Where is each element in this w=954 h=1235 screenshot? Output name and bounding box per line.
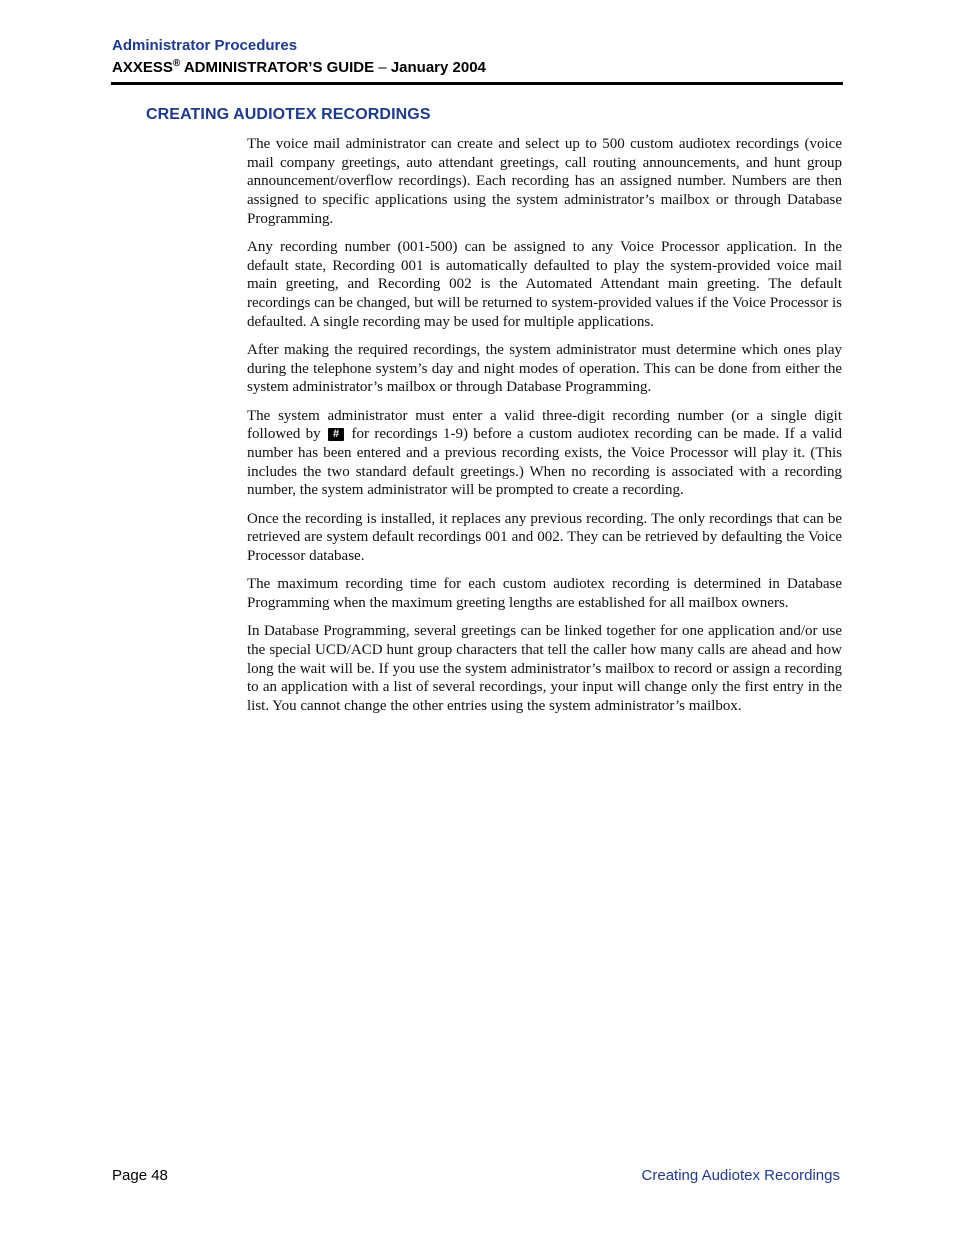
header-guide-title (112, 59, 486, 76)
footer-page-number: Page 48 (112, 1167, 168, 1184)
paragraph-7: In Database Programming, several greetings can be linked together for one application and/or use the special UCD/ACD hunt group characters that tell the caller how many calls are ahead and how long the wait will be. If you use the system administrator’s mailbox to record or assign a recording to an application with a list of several recordings, your input will change only the first entry in the list. You cannot change the other entries using the system administrator’s mailbox. (247, 623, 842, 714)
paragraph-5: Once the recording is installed, it replaces any previous recording. The only recordings that can be retrieved are system default recordings 001 and 002. They can be retrieved by defaulting the Voice Processor database. (247, 510, 842, 565)
section-heading: CREATING AUDIOTEX RECORDINGS (146, 106, 431, 123)
paragraph-6: The maximum recording time for each custom audiotex recording is determined in Database Programming when the maximum greeting lengths are established for all mailbox owners. (247, 576, 842, 611)
pound-key-icon: # (328, 428, 344, 441)
guide-date: January 2004 (390, 59, 486, 76)
paragraph-2: Any recording number (001-500) can be assigned to any Voice Processor application. In the default state, Recording 001 is automatically defaulted to play the system-provided voice mail main greeting, and Recording 002 is the Automated Attendant main greeting. The default recordings can be changed, but will be returned to system-provided values if the Voice Processor is defaulted. A single recording may be used for multiple applications. (247, 239, 842, 330)
paragraph-3: After making the required recordings, the system administrator must determine which ones play during the telephone system’s day and night modes of operation. This can be done from either the system administrator’s mailbox or through Database Programming. (247, 342, 842, 396)
paragraph-4-end: for recordings 1-9) before a custom audiotex recording can be made. If a valid number has been entered and a previous recording exists, the Voice Processor will play it. (This includes the two standard default greetings.) When no recording is associated with a recording number, the system administrator will be prompted to create a recording. (247, 426, 842, 499)
paragraph-1: The voice mail administrator can create and select up to 500 custom audiotex recordings (voice mail company greetings, auto attendant greetings, call routing announcements, and hunt group announcement/overflow recordings). Each recording has an assigned number. Numbers are then assigned to specific applications using the system administrator’s mailbox or through Database Programming. (247, 136, 842, 227)
guide-brand: AXXESS (112, 59, 173, 76)
paragraph-4-start: The system administrator must enter a valid three-digit recording number (or a single digit followed by (247, 407, 842, 443)
registered-mark: ® (172, 58, 181, 69)
body-text (247, 135, 842, 725)
footer-section-title: Creating Audiotex Recordings (641, 1167, 840, 1184)
header-rule (111, 82, 843, 85)
paragraph-4 (247, 407, 842, 501)
guide-separator: – (374, 59, 391, 76)
header-section-title: Administrator Procedures (112, 37, 298, 54)
guide-title: ADMINISTRATOR’S GUIDE (180, 59, 375, 76)
